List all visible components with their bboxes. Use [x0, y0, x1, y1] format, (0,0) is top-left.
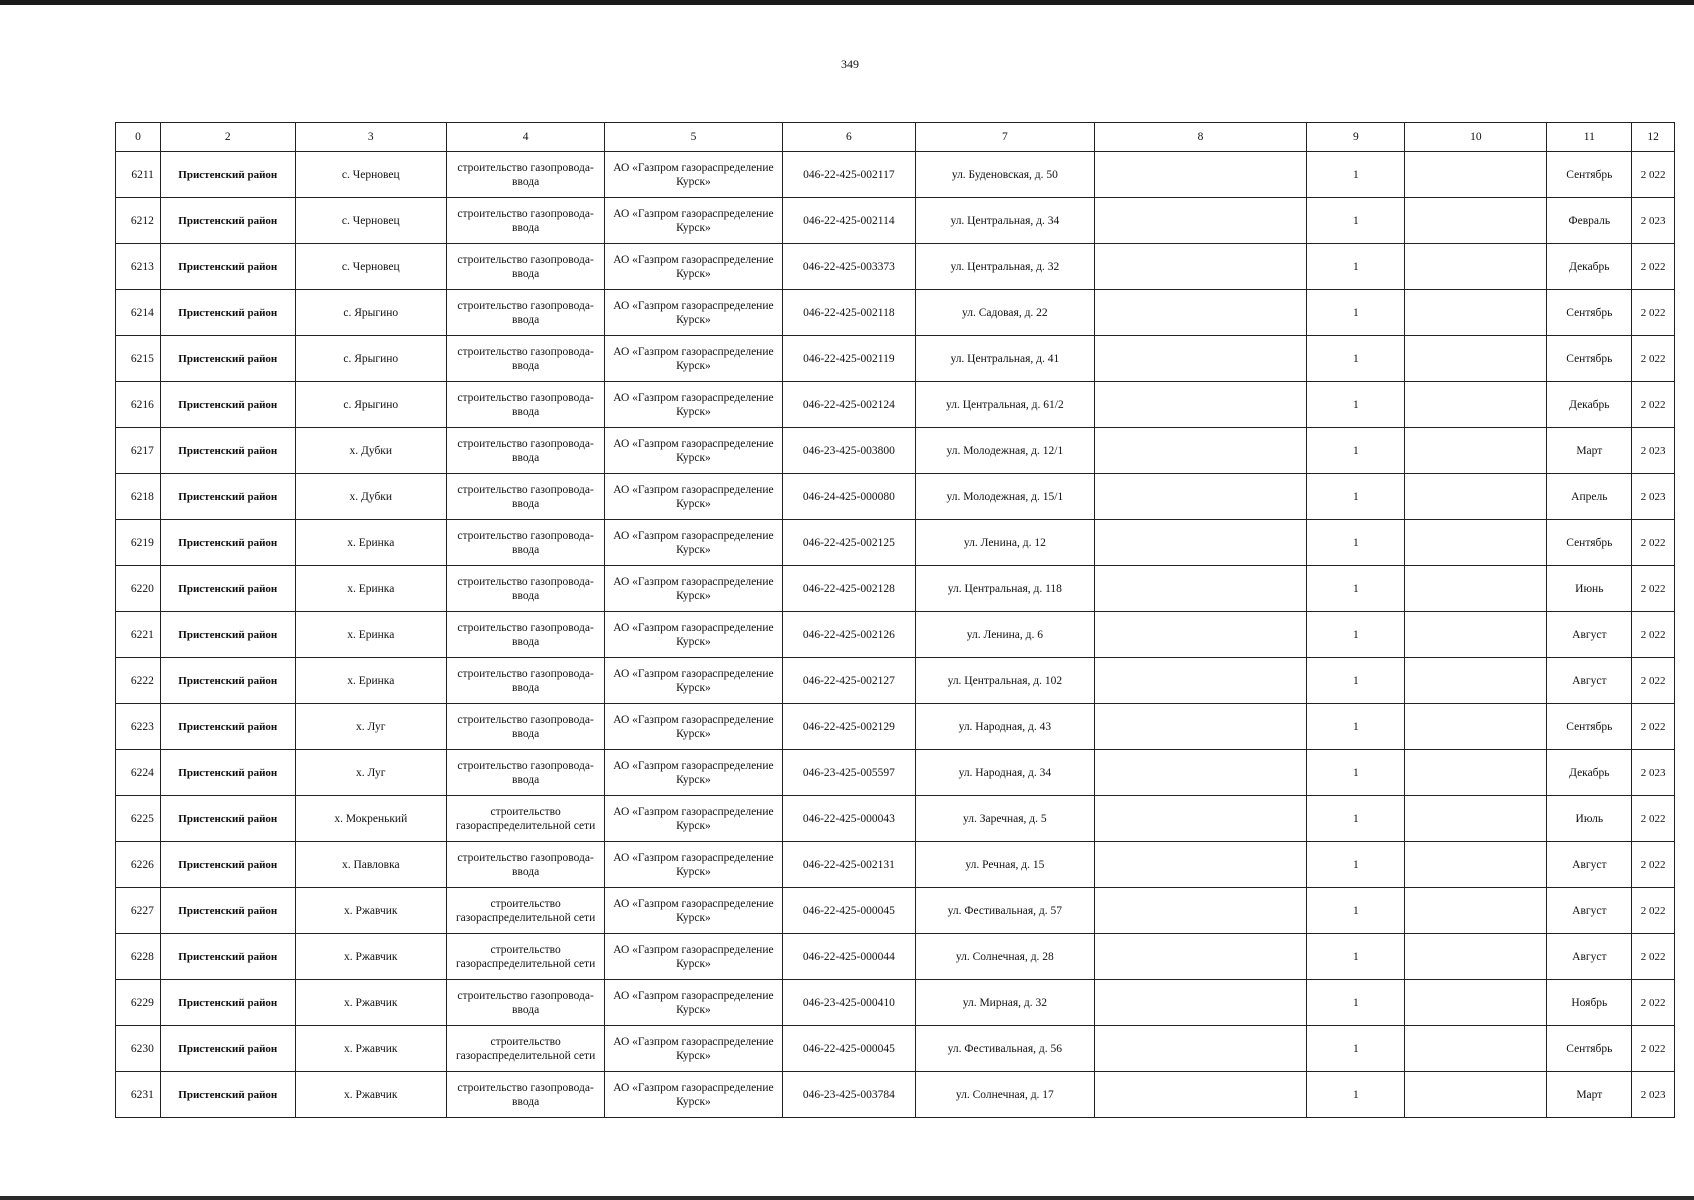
- year-cell: 2 022: [1632, 704, 1675, 750]
- month-cell: Ноябрь: [1547, 980, 1632, 1026]
- work-type-cell: строительство газопровода-ввода: [446, 244, 604, 290]
- table-row: [116, 382, 1675, 428]
- settlement-cell: х. Луг: [295, 704, 446, 750]
- column-10-cell: [1405, 428, 1547, 474]
- column-10-cell: [1405, 336, 1547, 382]
- settlement-cell: х. Павловка: [295, 842, 446, 888]
- work-type-cell: строительство газопровода-ввода: [446, 842, 604, 888]
- month-cell: Сентябрь: [1547, 152, 1632, 198]
- organization-cell: АО «Газпром газораспределение Курск»: [605, 796, 782, 842]
- quantity-cell: 1: [1307, 244, 1405, 290]
- object-code-cell: 046-22-425-000044: [782, 934, 916, 980]
- row-number-cell: 6219: [116, 520, 161, 566]
- organization-cell: АО «Газпром газораспределение Курск»: [605, 658, 782, 704]
- organization-cell: АО «Газпром газораспределение Курск»: [605, 888, 782, 934]
- month-cell: Август: [1547, 842, 1632, 888]
- column-10-cell: [1405, 842, 1547, 888]
- object-code-cell: 046-22-425-002118: [782, 290, 916, 336]
- month-cell: Март: [1547, 1072, 1632, 1118]
- column-8-cell: [1094, 1072, 1307, 1118]
- address-cell: ул. Центральная, д. 118: [916, 566, 1094, 612]
- object-code-cell: 046-24-425-000080: [782, 474, 916, 520]
- district-cell: Пристенский район: [160, 244, 295, 290]
- organization-cell: АО «Газпром газораспределение Курск»: [605, 566, 782, 612]
- column-10-cell: [1405, 704, 1547, 750]
- column-8-cell: [1094, 796, 1307, 842]
- district-cell: Пристенский район: [160, 520, 295, 566]
- address-cell: ул. Центральная, д. 102: [916, 658, 1094, 704]
- year-cell: 2 022: [1632, 566, 1675, 612]
- scan-edge-bottom: [0, 1196, 1694, 1200]
- district-cell: Пристенский район: [160, 842, 295, 888]
- object-code-cell: 046-22-425-002129: [782, 704, 916, 750]
- table-row: [116, 566, 1675, 612]
- address-cell: ул. Речная, д. 15: [916, 842, 1094, 888]
- organization-cell: АО «Газпром газораспределение Курск»: [605, 1026, 782, 1072]
- month-cell: Декабрь: [1547, 750, 1632, 796]
- month-cell: Февраль: [1547, 198, 1632, 244]
- object-code-cell: 046-22-425-000043: [782, 796, 916, 842]
- work-type-cell: строительство газопровода-ввода: [446, 382, 604, 428]
- settlement-cell: х. Ржавчик: [295, 980, 446, 1026]
- column-8-cell: [1094, 520, 1307, 566]
- year-cell: 2 023: [1632, 1072, 1675, 1118]
- work-type-cell: строительство газопровода-ввода: [446, 704, 604, 750]
- year-cell: 2 022: [1632, 336, 1675, 382]
- address-cell: ул. Ленина, д. 6: [916, 612, 1094, 658]
- table-row: [116, 842, 1675, 888]
- column-8-cell: [1094, 336, 1307, 382]
- settlement-cell: х. Еринка: [295, 612, 446, 658]
- column-8-cell: [1094, 198, 1307, 244]
- year-cell: 2 022: [1632, 244, 1675, 290]
- table-row: [116, 980, 1675, 1026]
- address-cell: ул. Центральная, д. 41: [916, 336, 1094, 382]
- object-code-cell: 046-22-425-002114: [782, 198, 916, 244]
- quantity-cell: 1: [1307, 934, 1405, 980]
- month-cell: Август: [1547, 612, 1632, 658]
- row-number-cell: 6212: [116, 198, 161, 244]
- month-cell: Сентябрь: [1547, 704, 1632, 750]
- table-row: [116, 1072, 1675, 1118]
- column-8-cell: [1094, 934, 1307, 980]
- work-type-cell: строительство газопровода-ввода: [446, 612, 604, 658]
- table-row: [116, 888, 1675, 934]
- work-type-cell: строительство газопровода-ввода: [446, 336, 604, 382]
- year-cell: 2 022: [1632, 520, 1675, 566]
- year-cell: 2 022: [1632, 290, 1675, 336]
- address-cell: ул. Солнечная, д. 28: [916, 934, 1094, 980]
- settlement-cell: с. Ярыгино: [295, 290, 446, 336]
- district-cell: Пристенский район: [160, 152, 295, 198]
- quantity-cell: 1: [1307, 750, 1405, 796]
- district-cell: Пристенский район: [160, 704, 295, 750]
- settlement-cell: х. Еринка: [295, 520, 446, 566]
- row-number-cell: 6226: [116, 842, 161, 888]
- year-cell: 2 023: [1632, 750, 1675, 796]
- settlement-cell: х. Ржавчик: [295, 1026, 446, 1072]
- month-cell: Август: [1547, 658, 1632, 704]
- quantity-cell: 1: [1307, 1026, 1405, 1072]
- organization-cell: АО «Газпром газораспределение Курск»: [605, 474, 782, 520]
- organization-cell: АО «Газпром газораспределение Курск»: [605, 612, 782, 658]
- organization-cell: АО «Газпром газораспределение Курск»: [605, 842, 782, 888]
- table-row: [116, 1026, 1675, 1072]
- column-8-cell: [1094, 980, 1307, 1026]
- row-number-cell: 6225: [116, 796, 161, 842]
- district-cell: Пристенский район: [160, 934, 295, 980]
- object-code-cell: 046-22-425-002126: [782, 612, 916, 658]
- column-8-cell: [1094, 566, 1307, 612]
- object-code-cell: 046-23-425-000410: [782, 980, 916, 1026]
- year-cell: 2 023: [1632, 198, 1675, 244]
- header-cell: 2: [160, 123, 295, 152]
- column-10-cell: [1405, 888, 1547, 934]
- settlement-cell: с. Ярыгино: [295, 382, 446, 428]
- object-code-cell: 046-22-425-002128: [782, 566, 916, 612]
- work-type-cell: строительство газопровода-ввода: [446, 980, 604, 1026]
- column-10-cell: [1405, 244, 1547, 290]
- header-cell: 10: [1405, 123, 1547, 152]
- settlement-cell: х. Еринка: [295, 566, 446, 612]
- month-cell: Сентябрь: [1547, 290, 1632, 336]
- quantity-cell: 1: [1307, 612, 1405, 658]
- work-type-cell: строительство газопровода-ввода: [446, 198, 604, 244]
- object-code-cell: 046-22-425-002117: [782, 152, 916, 198]
- quantity-cell: 1: [1307, 658, 1405, 704]
- quantity-cell: 1: [1307, 290, 1405, 336]
- object-code-cell: 046-22-425-002127: [782, 658, 916, 704]
- table-row: [116, 152, 1675, 198]
- column-8-cell: [1094, 842, 1307, 888]
- settlement-cell: с. Черновец: [295, 244, 446, 290]
- row-number-cell: 6220: [116, 566, 161, 612]
- table-row: [116, 612, 1675, 658]
- organization-cell: АО «Газпром газораспределение Курск»: [605, 520, 782, 566]
- settlement-cell: х. Ржавчик: [295, 888, 446, 934]
- year-cell: 2 023: [1632, 428, 1675, 474]
- row-number-cell: 6227: [116, 888, 161, 934]
- row-number-cell: 6217: [116, 428, 161, 474]
- year-cell: 2 022: [1632, 842, 1675, 888]
- table-header: [116, 123, 1675, 152]
- organization-cell: АО «Газпром газораспределение Курск»: [605, 198, 782, 244]
- year-cell: 2 022: [1632, 152, 1675, 198]
- organization-cell: АО «Газпром газораспределение Курск»: [605, 244, 782, 290]
- year-cell: 2 022: [1632, 382, 1675, 428]
- column-8-cell: [1094, 152, 1307, 198]
- month-cell: Апрель: [1547, 474, 1632, 520]
- column-8-cell: [1094, 244, 1307, 290]
- quantity-cell: 1: [1307, 566, 1405, 612]
- row-number-cell: 6221: [116, 612, 161, 658]
- work-type-cell: строительство газопровода-ввода: [446, 658, 604, 704]
- district-cell: Пристенский район: [160, 474, 295, 520]
- month-cell: Июль: [1547, 796, 1632, 842]
- table-row: [116, 750, 1675, 796]
- object-code-cell: 046-22-425-002124: [782, 382, 916, 428]
- address-cell: ул. Центральная, д. 61/2: [916, 382, 1094, 428]
- row-number-cell: 6228: [116, 934, 161, 980]
- organization-cell: АО «Газпром газораспределение Курск»: [605, 428, 782, 474]
- work-type-cell: строительство газопровода-ввода: [446, 290, 604, 336]
- district-cell: Пристенский район: [160, 658, 295, 704]
- column-10-cell: [1405, 474, 1547, 520]
- header-cell: 3: [295, 123, 446, 152]
- table-row: [116, 704, 1675, 750]
- row-number-cell: 6213: [116, 244, 161, 290]
- address-cell: ул. Народная, д. 43: [916, 704, 1094, 750]
- month-cell: Сентябрь: [1547, 1026, 1632, 1072]
- register-table: [115, 122, 1675, 1118]
- quantity-cell: 1: [1307, 198, 1405, 244]
- district-cell: Пристенский район: [160, 1026, 295, 1072]
- quantity-cell: 1: [1307, 796, 1405, 842]
- column-10-cell: [1405, 1072, 1547, 1118]
- column-8-cell: [1094, 658, 1307, 704]
- column-8-cell: [1094, 474, 1307, 520]
- header-cell: 7: [916, 123, 1094, 152]
- quantity-cell: 1: [1307, 152, 1405, 198]
- column-10-cell: [1405, 152, 1547, 198]
- table-row: [116, 244, 1675, 290]
- quantity-cell: 1: [1307, 520, 1405, 566]
- row-number-cell: 6229: [116, 980, 161, 1026]
- address-cell: ул. Заречная, д. 5: [916, 796, 1094, 842]
- district-cell: Пристенский район: [160, 980, 295, 1026]
- month-cell: Август: [1547, 888, 1632, 934]
- work-type-cell: строительство газораспределительной сети: [446, 934, 604, 980]
- settlement-cell: х. Луг: [295, 750, 446, 796]
- row-number-cell: 6211: [116, 152, 161, 198]
- district-cell: Пристенский район: [160, 566, 295, 612]
- column-8-cell: [1094, 704, 1307, 750]
- year-cell: 2 022: [1632, 612, 1675, 658]
- object-code-cell: 046-22-425-003373: [782, 244, 916, 290]
- month-cell: Сентябрь: [1547, 520, 1632, 566]
- work-type-cell: строительство газопровода-ввода: [446, 750, 604, 796]
- district-cell: Пристенский район: [160, 336, 295, 382]
- district-cell: Пристенский район: [160, 750, 295, 796]
- year-cell: 2 022: [1632, 980, 1675, 1026]
- settlement-cell: с. Ярыгино: [295, 336, 446, 382]
- organization-cell: АО «Газпром газораспределение Курск»: [605, 750, 782, 796]
- row-number-cell: 6216: [116, 382, 161, 428]
- row-number-cell: 6215: [116, 336, 161, 382]
- table-row: [116, 658, 1675, 704]
- district-cell: Пристенский район: [160, 290, 295, 336]
- organization-cell: АО «Газпром газораспределение Курск»: [605, 152, 782, 198]
- address-cell: ул. Фестивальная, д. 56: [916, 1026, 1094, 1072]
- address-cell: ул. Центральная, д. 34: [916, 198, 1094, 244]
- work-type-cell: строительство газораспределительной сети: [446, 888, 604, 934]
- address-cell: ул. Народная, д. 34: [916, 750, 1094, 796]
- column-10-cell: [1405, 566, 1547, 612]
- table-row: [116, 290, 1675, 336]
- work-type-cell: строительство газораспределительной сети: [446, 796, 604, 842]
- month-cell: Август: [1547, 934, 1632, 980]
- month-cell: Март: [1547, 428, 1632, 474]
- column-10-cell: [1405, 750, 1547, 796]
- organization-cell: АО «Газпром газораспределение Курск»: [605, 336, 782, 382]
- year-cell: 2 022: [1632, 888, 1675, 934]
- row-number-cell: 6224: [116, 750, 161, 796]
- year-cell: 2 022: [1632, 658, 1675, 704]
- column-10-cell: [1405, 290, 1547, 336]
- quantity-cell: 1: [1307, 888, 1405, 934]
- month-cell: Декабрь: [1547, 244, 1632, 290]
- column-10-cell: [1405, 520, 1547, 566]
- row-number-cell: 6214: [116, 290, 161, 336]
- address-cell: ул. Солнечная, д. 17: [916, 1072, 1094, 1118]
- column-10-cell: [1405, 658, 1547, 704]
- address-cell: ул. Мирная, д. 32: [916, 980, 1094, 1026]
- table-row: [116, 336, 1675, 382]
- district-cell: Пристенский район: [160, 612, 295, 658]
- year-cell: 2 022: [1632, 1026, 1675, 1072]
- year-cell: 2 022: [1632, 934, 1675, 980]
- quantity-cell: 1: [1307, 382, 1405, 428]
- organization-cell: АО «Газпром газораспределение Курск»: [605, 934, 782, 980]
- column-10-cell: [1405, 382, 1547, 428]
- month-cell: Сентябрь: [1547, 336, 1632, 382]
- column-8-cell: [1094, 888, 1307, 934]
- object-code-cell: 046-23-425-003784: [782, 1072, 916, 1118]
- work-type-cell: строительство газопровода-ввода: [446, 474, 604, 520]
- header-cell: 12: [1632, 123, 1675, 152]
- work-type-cell: строительство газопровода-ввода: [446, 428, 604, 474]
- column-8-cell: [1094, 750, 1307, 796]
- table-row: [116, 428, 1675, 474]
- column-10-cell: [1405, 1026, 1547, 1072]
- quantity-cell: 1: [1307, 980, 1405, 1026]
- work-type-cell: строительство газопровода-ввода: [446, 520, 604, 566]
- year-cell: 2 022: [1632, 796, 1675, 842]
- header-cell: 4: [446, 123, 604, 152]
- column-10-cell: [1405, 198, 1547, 244]
- table-body: [116, 152, 1675, 1118]
- column-8-cell: [1094, 1026, 1307, 1072]
- row-number-cell: 6218: [116, 474, 161, 520]
- header-row: [116, 123, 1675, 152]
- header-cell: 9: [1307, 123, 1405, 152]
- settlement-cell: с. Черновец: [295, 198, 446, 244]
- header-cell: 0: [116, 123, 161, 152]
- table-row: [116, 934, 1675, 980]
- address-cell: ул. Молодежная, д. 12/1: [916, 428, 1094, 474]
- object-code-cell: 046-22-425-002125: [782, 520, 916, 566]
- object-code-cell: 046-23-425-003800: [782, 428, 916, 474]
- district-cell: Пристенский район: [160, 382, 295, 428]
- work-type-cell: строительство газораспределительной сети: [446, 1026, 604, 1072]
- table-row: [116, 198, 1675, 244]
- table-row: [116, 474, 1675, 520]
- organization-cell: АО «Газпром газораспределение Курск»: [605, 980, 782, 1026]
- address-cell: ул. Фестивальная, д. 57: [916, 888, 1094, 934]
- column-8-cell: [1094, 428, 1307, 474]
- month-cell: Декабрь: [1547, 382, 1632, 428]
- object-code-cell: 046-22-425-000045: [782, 1026, 916, 1072]
- quantity-cell: 1: [1307, 428, 1405, 474]
- work-type-cell: строительство газопровода-ввода: [446, 566, 604, 612]
- settlement-cell: с. Черновец: [295, 152, 446, 198]
- organization-cell: АО «Газпром газораспределение Курск»: [605, 1072, 782, 1118]
- address-cell: ул. Ленина, д. 12: [916, 520, 1094, 566]
- header-cell: 6: [782, 123, 916, 152]
- column-10-cell: [1405, 796, 1547, 842]
- district-cell: Пристенский район: [160, 796, 295, 842]
- object-code-cell: 046-22-425-002119: [782, 336, 916, 382]
- address-cell: ул. Молодежная, д. 15/1: [916, 474, 1094, 520]
- column-8-cell: [1094, 382, 1307, 428]
- page-number: 349: [841, 57, 859, 71]
- header-cell: 8: [1094, 123, 1307, 152]
- year-cell: 2 023: [1632, 474, 1675, 520]
- address-cell: ул. Садовая, д. 22: [916, 290, 1094, 336]
- table-row: [116, 796, 1675, 842]
- settlement-cell: х. Дубки: [295, 428, 446, 474]
- settlement-cell: х. Еринка: [295, 658, 446, 704]
- object-code-cell: 046-22-425-000045: [782, 888, 916, 934]
- column-10-cell: [1405, 980, 1547, 1026]
- district-cell: Пристенский район: [160, 428, 295, 474]
- scan-edge-top: [0, 0, 1694, 5]
- row-number-cell: 6223: [116, 704, 161, 750]
- month-cell: Июнь: [1547, 566, 1632, 612]
- address-cell: ул. Буденовская, д. 50: [916, 152, 1094, 198]
- quantity-cell: 1: [1307, 474, 1405, 520]
- work-type-cell: строительство газопровода-ввода: [446, 1072, 604, 1118]
- table-row: [116, 520, 1675, 566]
- district-cell: Пристенский район: [160, 1072, 295, 1118]
- row-number-cell: 6231: [116, 1072, 161, 1118]
- column-8-cell: [1094, 290, 1307, 336]
- column-8-cell: [1094, 612, 1307, 658]
- column-10-cell: [1405, 612, 1547, 658]
- organization-cell: АО «Газпром газораспределение Курск»: [605, 290, 782, 336]
- district-cell: Пристенский район: [160, 888, 295, 934]
- quantity-cell: 1: [1307, 704, 1405, 750]
- header-cell: 11: [1547, 123, 1632, 152]
- organization-cell: АО «Газпром газораспределение Курск»: [605, 704, 782, 750]
- address-cell: ул. Центральная, д. 32: [916, 244, 1094, 290]
- column-10-cell: [1405, 934, 1547, 980]
- quantity-cell: 1: [1307, 336, 1405, 382]
- settlement-cell: х. Ржавчик: [295, 934, 446, 980]
- header-cell: 5: [605, 123, 782, 152]
- organization-cell: АО «Газпром газораспределение Курск»: [605, 382, 782, 428]
- quantity-cell: 1: [1307, 842, 1405, 888]
- settlement-cell: х. Ржавчик: [295, 1072, 446, 1118]
- settlement-cell: х. Дубки: [295, 474, 446, 520]
- object-code-cell: 046-22-425-002131: [782, 842, 916, 888]
- quantity-cell: 1: [1307, 1072, 1405, 1118]
- district-cell: Пристенский район: [160, 198, 295, 244]
- row-number-cell: 6230: [116, 1026, 161, 1072]
- work-type-cell: строительство газопровода-ввода: [446, 152, 604, 198]
- object-code-cell: 046-23-425-005597: [782, 750, 916, 796]
- settlement-cell: х. Мокренький: [295, 796, 446, 842]
- row-number-cell: 6222: [116, 658, 161, 704]
